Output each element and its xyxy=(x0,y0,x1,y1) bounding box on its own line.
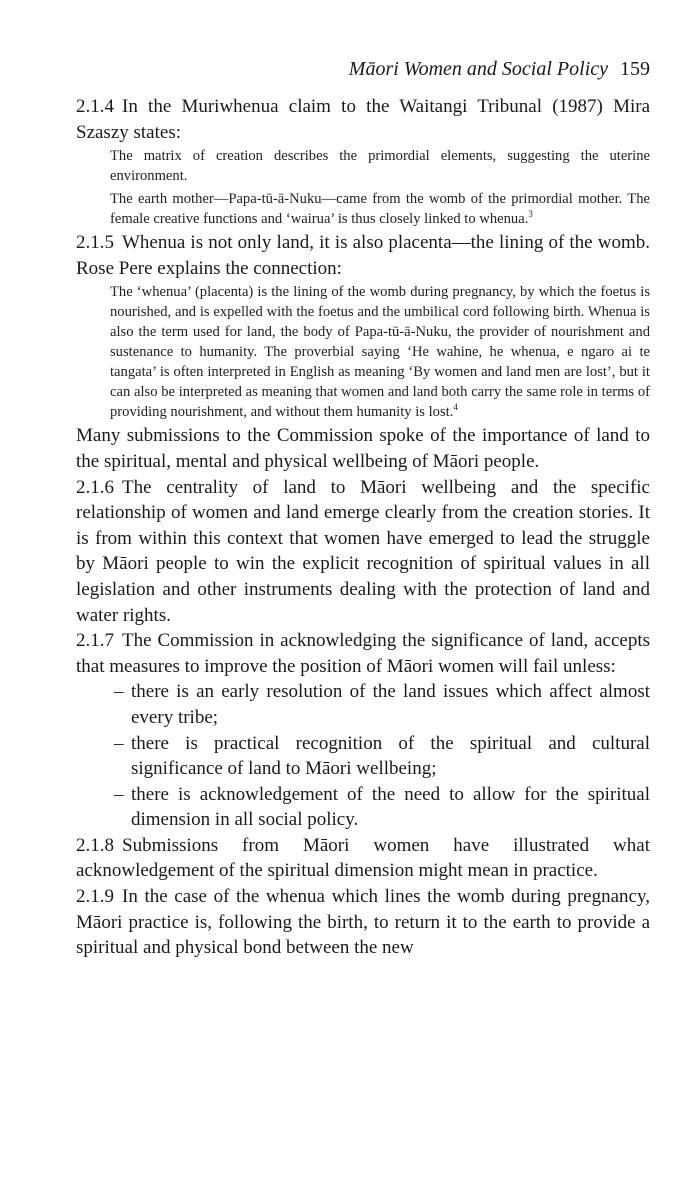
block-quote: The earth mother—Papa-tū-ā-Nuku—came from the womb of the primordial mother. The female creative functions and ‘wairua’ is thus closely linked to whenua.$^3$ xyxy=(110,191,650,228)
list-item: – there is an early resolution of the land issues which affect almost every tribe; xyxy=(114,679,650,730)
section-number: 2.1.5 xyxy=(76,232,114,254)
list-item: – there is practical recognition of the spiritual and cultural significance of land to Māori wellbeing; xyxy=(114,731,650,782)
block-quote: The matrix of creation describes the primordial elements, suggesting the uterine environment. xyxy=(110,148,650,185)
section-number: 2.1.6 xyxy=(76,476,114,498)
conditions-list xyxy=(76,679,650,833)
running-header xyxy=(349,56,650,82)
page-number: 159 xyxy=(620,58,650,80)
paragraph-text: Whenua is not only land, it is also placenta—the lining of the womb. Rose Pere explains the connection: xyxy=(76,232,650,279)
paragraph-2-1-8 xyxy=(76,833,650,884)
section-number: 2.1.4 xyxy=(76,96,114,117)
footnote-reference: 3 xyxy=(528,209,533,220)
paragraph-2-1-4 xyxy=(76,94,650,145)
paragraph-text: The Commission in acknowledging the significance of land, accepts that measures to improve the position of Māori women will fail unless: xyxy=(76,630,650,677)
running-header-title: Māori Women and Social Policy xyxy=(348,58,608,80)
paragraph-text: In the Muriwhenua claim to the Waitangi Tribunal (1987) Mira Szaszy states: xyxy=(76,96,650,143)
paragraph-text: In the case of the whenua which lines the womb during pregnancy, Māori practice is, following the birth, to return it to the earth to provide a spiritual and physical bond between the new xyxy=(76,886,650,959)
section-number: 2.1.8 xyxy=(76,834,114,856)
paragraph-text: Many submissions to the Commission spoke of the importance of land to the spiritual, mental and physical wellbeing of Māori people. xyxy=(76,425,650,472)
section-number: 2.1.9 xyxy=(76,886,114,908)
paragraph-2-1-7 xyxy=(76,628,650,679)
paragraph-2-1-9 xyxy=(76,884,650,961)
paragraph-text: Submissions from Māori women have illustrated what acknowledgement of the spiritual dimension might mean in practice. xyxy=(76,834,650,882)
section-number: 2.1.7 xyxy=(76,630,114,652)
paragraph-2-1-6 xyxy=(76,475,650,629)
footnote-reference: 4 xyxy=(453,402,458,413)
list-item: – there is acknowledgement of the need to allow for the spiritual dimension in all social policy. xyxy=(114,782,650,833)
paragraph-2-1-5 xyxy=(76,230,650,281)
paragraph-text: The centrality of land to Māori wellbeing and the specific relationship of women and land emerge clearly from the creation stories. It is from within this context that women have emerged to lead the struggle by Māori people to win the explicit recognition of spiritual values in all legislation and other instruments dealing with the protection of land and water rights. xyxy=(76,476,650,626)
body-text xyxy=(76,94,650,961)
block-quote: The ‘whenua’ (placenta) is the lining of the womb during pregnancy, by which the foetus is nourished, and is expelled with the foetus and the umbilical cord following birth. Whenua is also the term used for land, the body of Papa-tū-ā-Nuku, the provider of nourishment and sustenance to humanity. The proverbial saying ‘He wahine, he whenua, e ngaro ai te tangata’ is often interpreted in English as meaning ‘By women and land men are lost’, but it can also be interpreted as meaning that women and land both carry the same role in terms of providing nourishment, and without them humanity is lost.$^4$ xyxy=(110,284,650,421)
